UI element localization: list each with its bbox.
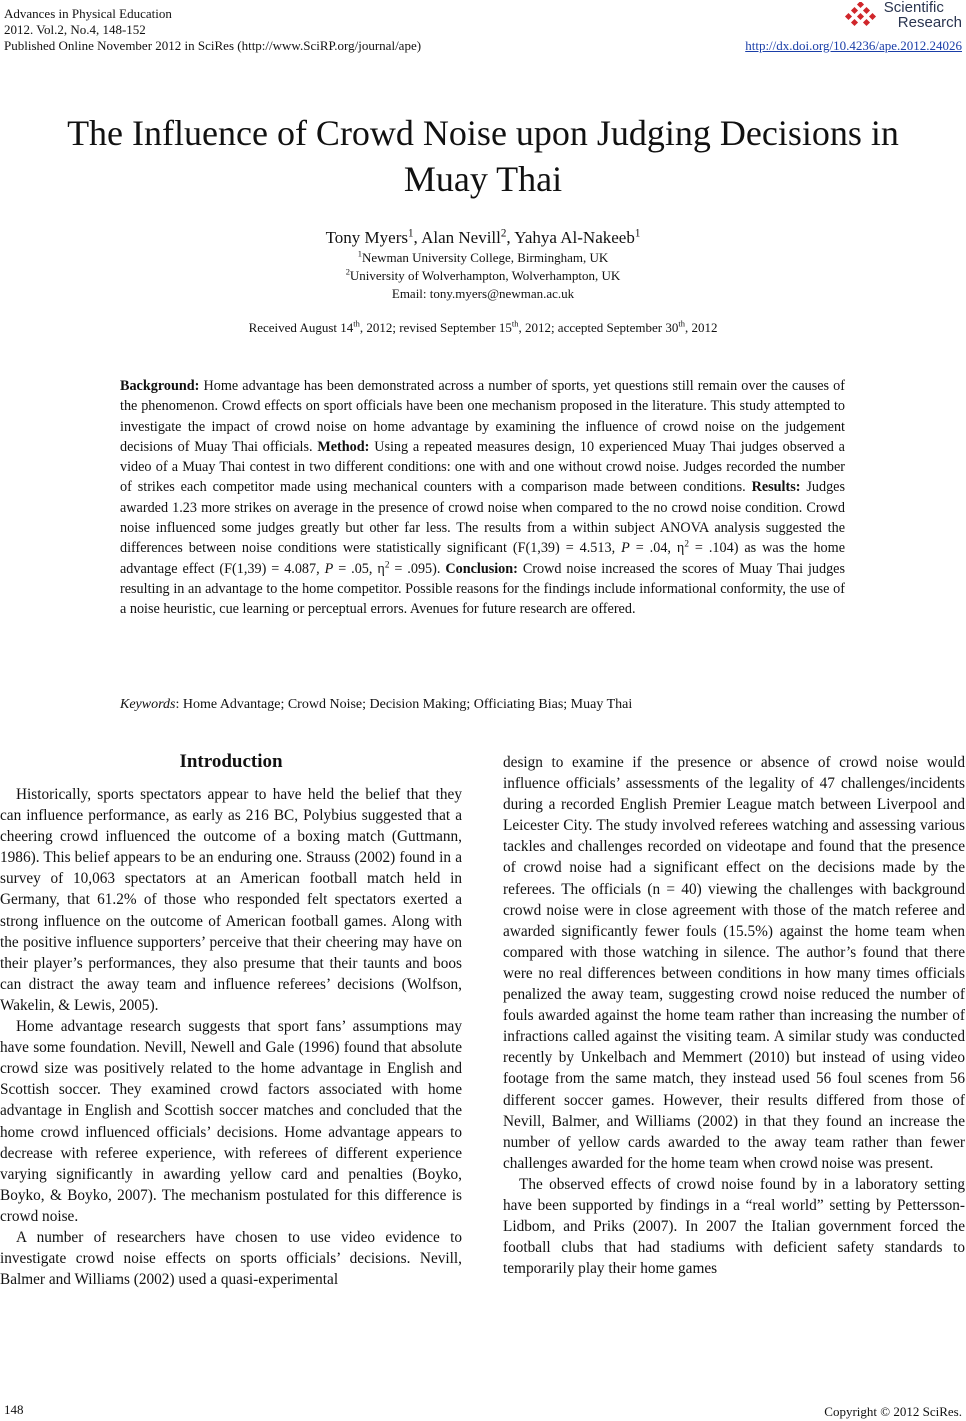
p-value-2: P xyxy=(324,560,334,577)
introduction-heading: Introduction xyxy=(179,751,283,772)
keywords-text: : Home Advantage; Crowd Noise; Decision Making; Officiating Bias; Muay Thai xyxy=(175,697,633,712)
scientific-research-logo xyxy=(844,0,962,30)
author-email: Email: tony.myers@newman.ac.uk xyxy=(391,286,575,301)
affiliation-2-text: University of Wolverhampton, Wolverhampton, UK xyxy=(349,268,621,283)
paragraph-5: The observed effects of crowd noise found by in a laboratory setting have been supported by findings in a “real world” setting by Pettersson-Lidbom, and Priks (2007). In 2007 the Italian government forced the football clubs that had stadiums with deficient safety standards to temporarily play their home games xyxy=(503,1175,965,1278)
publication-info: Published Online November 2012 in SciRes (http://www.SciRP.org/journal/ape) xyxy=(4,38,422,53)
author-1-affil: 1 xyxy=(408,227,414,240)
year-text: , 2012 xyxy=(684,320,718,335)
background-text: Home advantage has been demonstrated across a number of sports, yet questions still remain over the causes of the phenomenon. Crowd effects on sport officials have been one mechanism proposed in the literature. This study attempted to investigate the impact of crowd noise on home advantage by examining the influence of crowd noise on the judgement decisions of Muay Thai officials. xyxy=(120,378,845,455)
author-2: , Alan Nevill xyxy=(413,228,501,247)
doi-link[interactable]: http://dx.doi.org/10.4236/ape.2012.24026 xyxy=(745,38,962,53)
logo-line-2: Research xyxy=(897,14,962,31)
revised-text: , 2012; revised September 15 xyxy=(359,320,512,335)
results-text-5: = .095). xyxy=(389,560,446,577)
abstract xyxy=(120,376,845,620)
affiliation-2 xyxy=(0,268,966,284)
logo-line-1: Scientific xyxy=(883,0,944,16)
method-label: Method: xyxy=(317,438,370,455)
journal-volume: 2012. Vol.2, No.4, 148-152 xyxy=(4,22,146,37)
keywords-label: Keywords xyxy=(120,697,176,712)
author-3-affil: 1 xyxy=(634,227,641,240)
affiliation-1-num: 1 xyxy=(357,248,362,259)
revised-sup: th xyxy=(511,318,519,329)
page-number: 148 xyxy=(4,1402,24,1417)
affiliation-1-text: Newman University College, Birmingham, UK xyxy=(361,250,609,265)
method-text: Using a repeated measures design, 10 experienced Muay Thai judges observed a video of a Muay Thai contest in two different conditions: one with and one without crowd noise. Judges recorded the number of strikes each competitor made using mechanical counters with a comparison made between conditions. xyxy=(120,438,845,496)
results-text-4: = .05, η xyxy=(333,560,385,577)
journal-name: Advances in Physical Education xyxy=(4,6,172,21)
accepted-text: , 2012; accepted September 30 xyxy=(518,320,679,335)
results-text-1: Judges awarded 1.23 more strikes on average in the presence of crowd noise when compared to the no crowd noise condition. Crowd noise influenced some judges greatly but other far less. The results from a within subject ANOVA analysis suggested the differences between noise conditions were statistically significant (F(1,39) = 4.513, xyxy=(120,479,846,557)
affiliation-1 xyxy=(0,250,966,266)
background-label: Background: xyxy=(120,378,200,394)
logo-text xyxy=(884,0,962,30)
results-text-3: = .104) as was the home advantage effect (F(1,39) = 4.087, xyxy=(120,540,845,577)
eta-sup-2: 2 xyxy=(384,558,390,569)
paragraph-4: design to examine if the presence or absence of crowd noise would influence officials’ assessments of the legality of 47 challenges/incidents during a recorded English Premier League match between Liverpool and Leicester City. The study involved referees watching and assessing various tackles and challenges recorded on videotape and found that the presence of crowd noise had a significant effect on the decisions made by the referees. The officials (n = 40) viewing the challenges with background crowd noise were in close agreement with those of the match referee and awarded significantly fewer fouls (15.5%) against the home team when compared with those watching in silence. The author’s found that there were no real differences between conditions in how many times officials penalized the away team, suggesting crowd noise reduced the number of fouls awarded against the home team rather than increasing the number of infractions called against the visiting team. A similar study was conducted recently by Unkelbach and Memmert (2010) but instead of using video footage from the same match, they instead used 56 foul scenes from 56 different soccer games. However, their results differed from those of Nevill, Balmer, and Williams (2002) in that they found an increase the number of yellow cards awarded to the away team rather than fewer challenges awarded for the home team when crowd noise was present. xyxy=(503,754,965,1172)
conclusion-text: Crowd noise increased the scores of Muay Thai judges resulting in an advantage to the home competitor. Possible reasons for the findings include informational conformity, the use of a noise heuristic, cue learning or perceptual errors. Avenues for future research are offered. xyxy=(120,560,845,618)
author-1: Tony Myers xyxy=(325,228,408,247)
received-dates xyxy=(0,320,966,336)
author-list xyxy=(0,228,966,248)
received-sup: th xyxy=(353,318,360,329)
title-line-1: The Influence of Crowd Noise upon Judging Decisions in xyxy=(67,113,899,153)
accepted-sup: th xyxy=(678,318,685,329)
eta-sup-1: 2 xyxy=(684,538,689,549)
right-column xyxy=(503,752,965,1279)
received-text: Received August 14 xyxy=(248,320,354,335)
p-value-1: P xyxy=(621,540,630,557)
author-2-affil: 2 xyxy=(500,227,507,240)
logo-diamond-icon xyxy=(844,2,878,28)
left-column xyxy=(0,750,462,1290)
conclusion-label: Conclusion: xyxy=(445,560,518,577)
keywords xyxy=(120,697,632,713)
paragraph-1: Historically, sports spectators appear to have held the belief that they can influence performance, as early as 216 BC, Polybius suggested that a cheering crowd influenced the outcome of a boxing match (Guttmann, 1986). This belief appears to be an enduring one. Strauss (2002) found in a survey of 10,063 spectators at an American football match held in Germany, that 61.2% of those who responded felt spectators exerted a strong influence on the outcome of American football games. Along with the positive influence supporters’ perceive that their cheering may have on their player’s performances, they also presume that their taunts and boos can distract the away team and influence referees’ decisions (Wolfson, Wakelin, & Lewis, 2005). xyxy=(0,786,462,1014)
title-line-2: Muay Thai xyxy=(403,159,563,199)
author-3: , Yahya Al-Nakeeb xyxy=(506,228,635,247)
results-text-2: = .04, η xyxy=(629,540,685,557)
results-label: Results: xyxy=(751,479,801,496)
journal-header xyxy=(4,6,421,54)
paper-title xyxy=(0,110,966,202)
affiliation-2-num: 2 xyxy=(345,266,350,277)
paragraph-2: Home advantage research suggests that sport fans’ assumptions may have some foundation. Nevill, Newell and Gale (1996) found that absolute crowd size was positively related to the home advantage in English and Scottish soccer. They examined crowd factors associated with home advantage in English and Scottish soccer matches and concluded that the home crowd influenced officials’ decisions. Home advantage appears to decrease with referee experience, with referees of different experience varying significantly in awarding yellow card and penalties (Boyko, Boyko, & Boyko, 2007). The mechanism postulated for this difference is crowd noise. xyxy=(0,1018,462,1225)
copyright: Copyright © 2012 SciRes. xyxy=(824,1404,962,1419)
paragraph-3: A number of researchers have chosen to use video evidence to investigate crowd noise effects on sports officials’ decisions. Nevill, Balmer and Williams (2002) used a quasi-experimental xyxy=(0,1228,462,1289)
